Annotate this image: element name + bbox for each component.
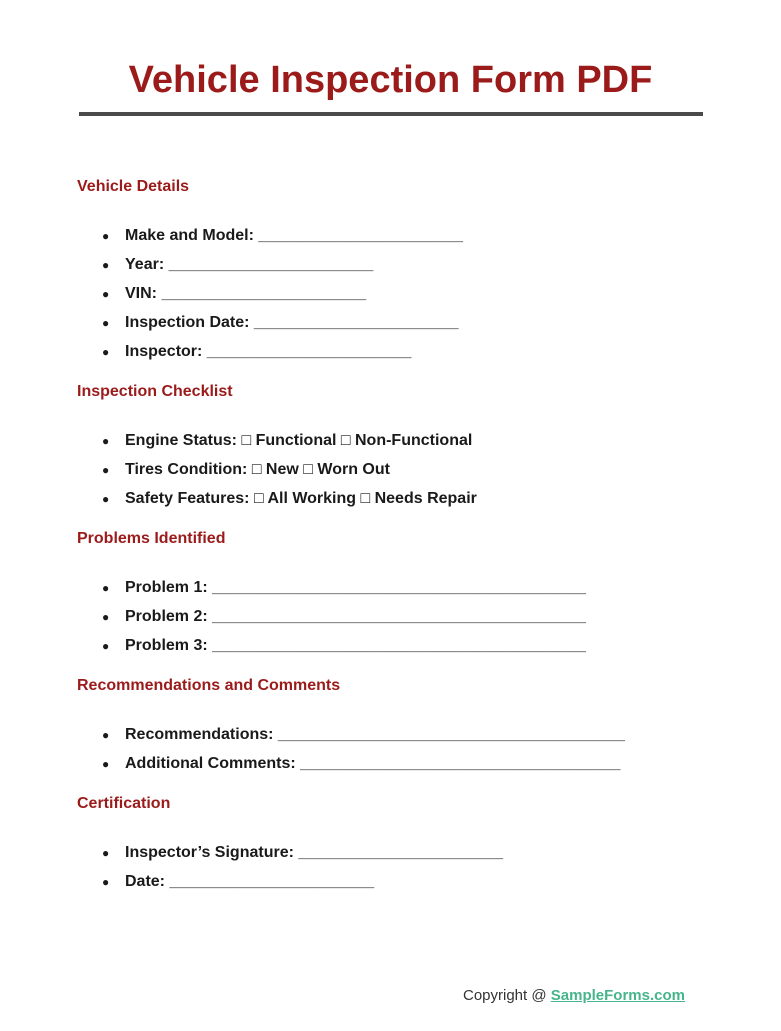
form-content — [77, 177, 717, 912]
bullet-icon: ● — [102, 229, 110, 243]
field-inspector[interactable] — [77, 342, 717, 371]
section-inspection-checklist — [77, 382, 717, 518]
section-problems-identified — [77, 529, 717, 665]
field-label: Safety Features: □ All Working □ Needs Repair — [125, 490, 477, 507]
field-make-and-model[interactable] — [77, 226, 717, 255]
section-heading: Problems Identified — [77, 530, 226, 547]
section-heading: Vehicle Details — [77, 178, 190, 195]
bullet-icon: ● — [102, 316, 110, 330]
field-label: Inspector’s Signature: _______________________ — [125, 844, 504, 861]
field-engine-status[interactable] — [77, 431, 717, 460]
field-label: Date: _______________________ — [125, 873, 375, 890]
field-problem-3[interactable] — [77, 636, 717, 665]
field-label: Problem 3: __________________________________________ — [125, 637, 586, 654]
bullet-icon: ● — [102, 492, 110, 506]
section-heading: Inspection Checklist — [77, 383, 233, 400]
field-label: Inspection Date: _______________________ — [125, 314, 459, 331]
copyright-footer — [463, 987, 685, 1004]
bullet-icon: ● — [102, 639, 110, 653]
bullet-icon: ● — [102, 875, 110, 889]
field-label: Recommendations: _______________________________________ — [125, 726, 625, 743]
field-label: Tires Condition: □ New □ Worn Out — [125, 461, 390, 478]
copyright-text: Copyright @ — [463, 987, 551, 1004]
field-vin[interactable] — [77, 284, 717, 313]
field-list — [77, 843, 717, 901]
bullet-icon: ● — [102, 757, 110, 771]
bullet-icon: ● — [102, 287, 110, 301]
bullet-icon: ● — [102, 728, 110, 742]
field-tires-condition[interactable] — [77, 460, 717, 489]
field-inspector-signature[interactable] — [77, 843, 717, 872]
brand-link[interactable]: SampleForms.com — [550, 987, 685, 1004]
field-label: Additional Comments: ____________________________________ — [125, 755, 621, 772]
field-list — [77, 725, 717, 783]
field-label: Make and Model: _______________________ — [125, 227, 464, 244]
title-divider — [79, 112, 703, 116]
section-certification — [77, 794, 717, 901]
bullet-icon: ● — [102, 463, 110, 477]
field-additional-comments[interactable] — [77, 754, 717, 783]
field-problem-1[interactable] — [77, 578, 717, 607]
field-label: Year: _______________________ — [125, 256, 374, 273]
field-recommendations[interactable] — [77, 725, 717, 754]
field-date[interactable] — [77, 872, 717, 901]
field-label: Problem 1: __________________________________________ — [125, 579, 586, 596]
bullet-icon: ● — [102, 846, 110, 860]
document-title: Vehicle Inspection Form PDF — [128, 59, 653, 101]
bullet-icon: ● — [102, 258, 110, 272]
bullet-icon: ● — [102, 345, 110, 359]
field-list — [77, 431, 717, 518]
bullet-icon: ● — [102, 610, 110, 624]
bullet-icon: ● — [102, 581, 110, 595]
field-problem-2[interactable] — [77, 607, 717, 636]
field-inspection-date[interactable] — [77, 313, 717, 342]
field-label: Inspector: _______________________ — [125, 343, 412, 360]
field-label: Problem 2: __________________________________________ — [125, 608, 586, 625]
section-heading: Certification — [77, 795, 171, 812]
field-year[interactable] — [77, 255, 717, 284]
field-safety-features[interactable] — [77, 489, 717, 518]
section-recommendations — [77, 676, 717, 783]
section-heading: Recommendations and Comments — [77, 677, 341, 694]
field-list — [77, 578, 717, 665]
field-list — [77, 226, 717, 371]
section-vehicle-details — [77, 177, 717, 371]
field-label: Engine Status: □ Functional □ Non-Functional — [125, 432, 473, 449]
field-label: VIN: _______________________ — [125, 285, 367, 302]
bullet-icon: ● — [102, 434, 110, 448]
